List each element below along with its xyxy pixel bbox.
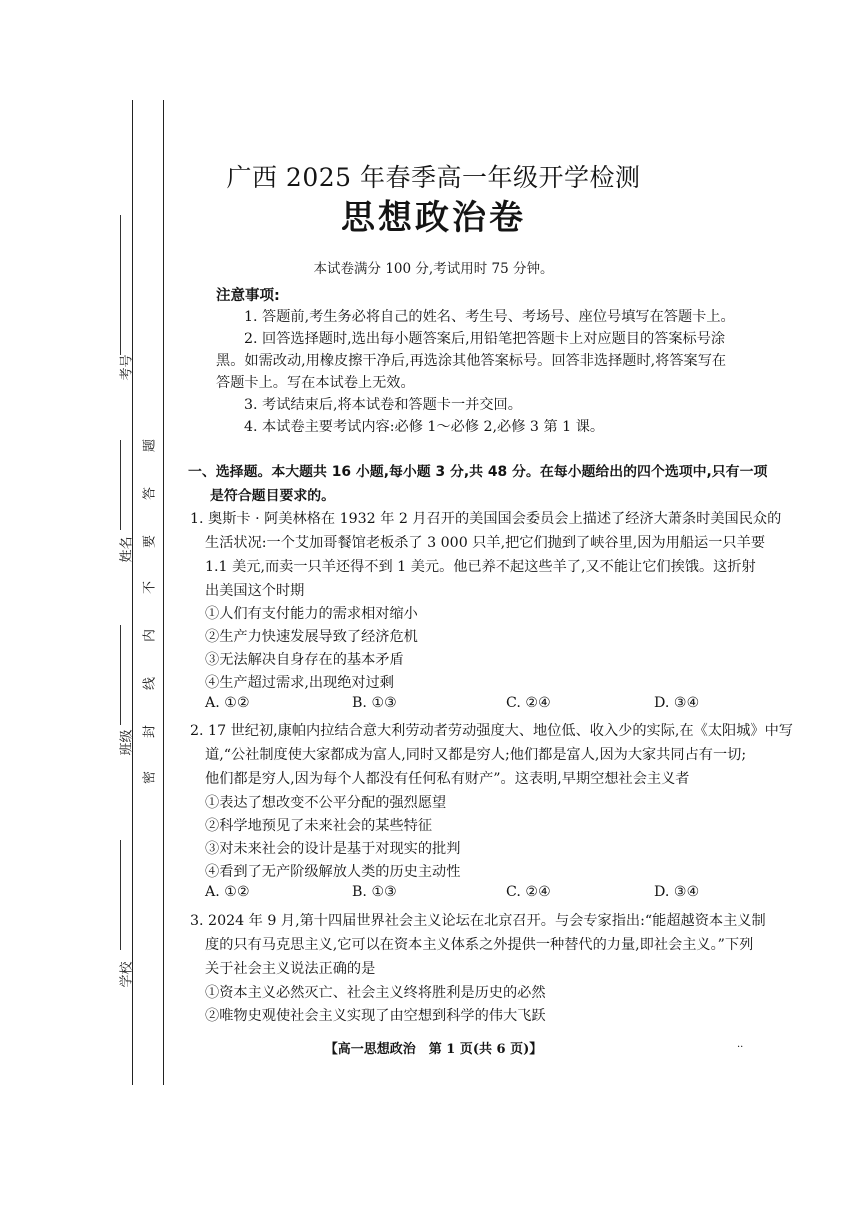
name-label: 姓名 xyxy=(119,536,135,563)
q1-item: ③无法解决自身存在的基本矛盾 xyxy=(205,652,404,668)
seal-char-ti: 题 xyxy=(142,439,158,453)
q3-stem: 关于社会主义说法正确的是 xyxy=(205,961,376,977)
q1-option-d[interactable]: D. ③④ xyxy=(654,695,700,711)
seal-char-mi: 密 xyxy=(142,771,158,785)
seal-char-bu: 不 xyxy=(142,581,158,595)
exam-title: 广西 2025 年春季高一年级开学检测 xyxy=(226,163,641,192)
q2-stem: 他们都是穷人,因为每个人都没有任何私有财产”。这表明,早期空想社会主义者 xyxy=(205,771,690,787)
q1-item: ①人们有支付能力的需求相对缩小 xyxy=(205,606,418,622)
seal-char-xian: 线 xyxy=(142,677,158,691)
binding-line-outer xyxy=(132,100,133,1085)
q1-stem: 1.1 美元,而卖一只羊还得不到 1 美元。他已养不起这些羊了,又不能让它们挨饿。这折射 xyxy=(205,559,756,575)
exam-number-label: 考号 xyxy=(119,354,135,381)
footer-mark: ·· xyxy=(737,1042,744,1053)
q1-option-a[interactable]: A. ①② xyxy=(205,695,250,711)
q1-item: ④生产超过需求,出现绝对过剩 xyxy=(205,675,394,691)
q2-option-a[interactable]: A. ①② xyxy=(205,884,250,900)
notice-line: 2. 回答选择题时,选出每小题答案后,用铅笔把答题卡上对应题目的答案标号涂 xyxy=(244,331,726,347)
q1-option-c[interactable]: C. ②④ xyxy=(506,695,551,711)
q2-stem: 2. 17 世纪初,康帕内拉结合意大利劳动者劳动强度大、地位低、收入少的实际,在《太阳城》中写 xyxy=(190,723,793,739)
q2-option-c[interactable]: C. ②④ xyxy=(506,884,551,900)
q1-item: ②生产力快速发展导致了经济危机 xyxy=(205,629,418,645)
class-label: 班级 xyxy=(119,729,135,756)
q3-item: ②唯物史观使社会主义实现了由空想到科学的伟大飞跃 xyxy=(205,1008,546,1024)
notice-line: 3. 考试结束后,将本试卷和答题卡一并交回。 xyxy=(244,397,522,413)
q2-option-d[interactable]: D. ③④ xyxy=(654,884,700,900)
subject-title: 思想政治卷 xyxy=(341,198,526,238)
seal-char-yao: 要 xyxy=(142,535,158,549)
exam-info: 本试卷满分 100 分,考试用时 75 分钟。 xyxy=(313,261,554,277)
q2-item: ①表达了想改变不公平分配的强烈愿望 xyxy=(205,795,447,811)
school-label: 学校 xyxy=(119,961,135,988)
q1-stem: 出美国这个时期 xyxy=(205,583,305,599)
notice-line: 4. 本试卷主要考试内容:必修 1～必修 2,必修 3 第 1 课。 xyxy=(244,419,605,435)
binding-line-inner xyxy=(163,100,164,1085)
q3-stem: 3. 2024 年 9 月,第十四届世界社会主义论坛在北京召开。与会专家指出:“能超越资本主义制 xyxy=(190,913,766,929)
seal-char-nei: 内 xyxy=(142,629,158,643)
q2-stem: 道,“公社制度使大家都成为富人,同时又都是穷人;他们都是富人,因为大家共同占有一切; xyxy=(205,747,747,763)
q1-stem: 生活状况:一个艾加哥餐馆老板杀了 3 000 只羊,把它们抛到了峡谷里,因为用船运一只羊要 xyxy=(205,535,766,551)
notice-heading: 注意事项: xyxy=(216,288,280,304)
q1-option-b[interactable]: B. ①③ xyxy=(352,695,397,711)
q1-stem: 1. 奥斯卡 · 阿美林格在 1932 年 2 月召开的美国国会委员会上描述了经济大萧条时美国民众的 xyxy=(190,511,782,527)
notice-line: 答题卡上。写在本试卷上无效。 xyxy=(216,375,415,391)
q2-item: ④看到了无产阶级解放人类的历史主动性 xyxy=(205,864,461,880)
class-underline xyxy=(120,625,121,725)
q3-stem: 度的只有马克思主义,它可以在资本主义体系之外提供一种替代的力量,即社会主义。”下列 xyxy=(205,937,754,953)
q2-item: ②科学地预见了未来社会的某些特征 xyxy=(205,818,433,834)
school-underline xyxy=(120,840,121,950)
notice-line: 黑。如需改动,用橡皮擦干净后,再选涂其他答案标号。回答非选择题时,将答案写在 xyxy=(216,353,727,369)
seal-char-feng: 封 xyxy=(142,725,158,739)
page-footer: 【高一思想政治 第 1 页(共 6 页)】 xyxy=(324,1042,543,1057)
seal-char-da: 答 xyxy=(142,487,158,501)
name-underline xyxy=(120,440,121,530)
q2-item: ③对未来社会的设计是基于对现实的批判 xyxy=(205,841,461,857)
q2-option-b[interactable]: B. ①③ xyxy=(352,884,397,900)
section-heading-cont: 是符合题目要求的。 xyxy=(210,488,336,504)
q3-item: ①资本主义必然灭亡、社会主义终将胜利是历史的必然 xyxy=(205,985,546,1001)
notice-line: 1. 答题前,考生务必将自己的姓名、考生号、考场号、座位号填写在答题卡上。 xyxy=(244,309,735,325)
section-heading: 一、选择题。本大题共 16 小题,每小题 3 分,共 48 分。在每小题给出的四个选项中,只有一项 xyxy=(188,464,768,480)
